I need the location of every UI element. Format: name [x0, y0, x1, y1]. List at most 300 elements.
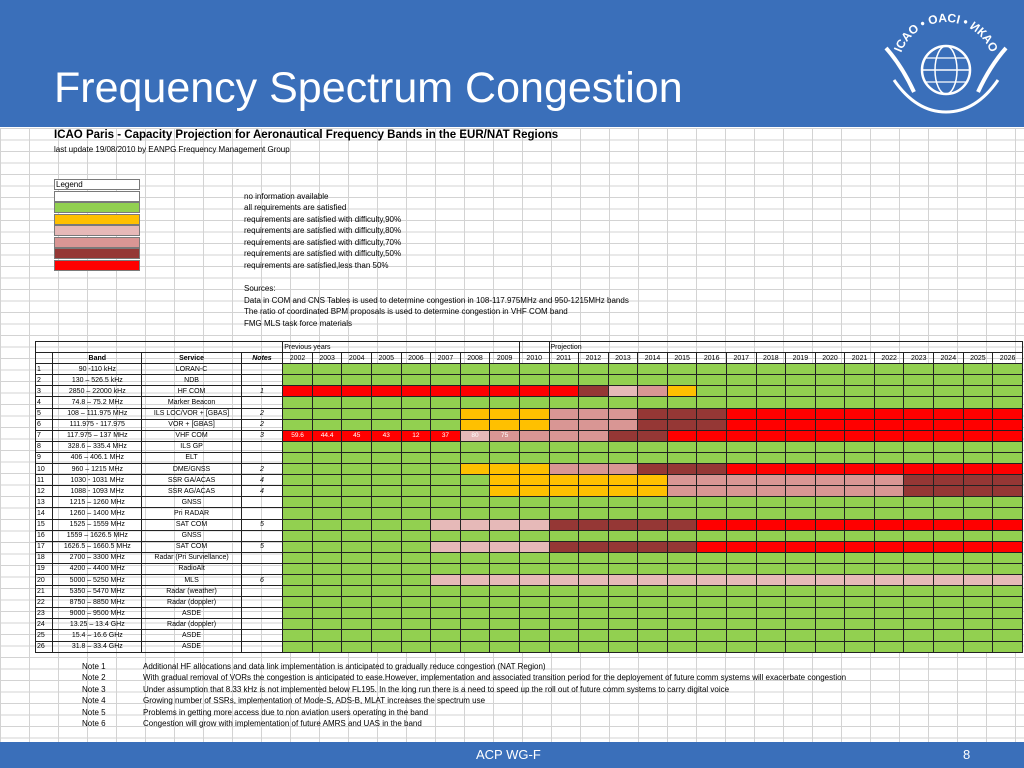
status-cell [608, 574, 638, 585]
spreadsheet [0, 128, 1024, 742]
note-text: Problems in getting more access due to non aviation users operating in the band [143, 707, 429, 717]
header-year: 2022 [874, 353, 904, 364]
row-note [241, 630, 283, 641]
status-cell [608, 530, 638, 541]
status-cell [342, 419, 372, 430]
row-service: HF COM [142, 386, 241, 397]
row-index: 11 [36, 475, 53, 486]
status-cell [342, 464, 372, 475]
status-cell [460, 397, 490, 408]
status-cell [845, 641, 875, 652]
table-row [36, 619, 1023, 630]
row-service: ASDE [142, 608, 241, 619]
status-cell [815, 486, 845, 497]
status-cell [401, 475, 431, 486]
status-cell: 43 [371, 430, 401, 441]
status-cell [549, 597, 579, 608]
status-cell [371, 630, 401, 641]
status-cell [638, 375, 668, 386]
status-cell [845, 419, 875, 430]
status-cell [993, 619, 1023, 630]
status-cell [963, 563, 993, 574]
status-cell [934, 530, 964, 541]
status-cell [697, 497, 727, 508]
row-index: 20 [36, 574, 53, 585]
status-cell [431, 597, 461, 608]
row-index: 8 [36, 441, 53, 452]
table-row [36, 552, 1023, 563]
status-cell [608, 486, 638, 497]
table-row [36, 608, 1023, 619]
status-cell [519, 364, 549, 375]
status-cell [993, 386, 1023, 397]
status-cell [963, 386, 993, 397]
status-cell [667, 452, 697, 463]
status-cell [697, 508, 727, 519]
status-cell [845, 519, 875, 530]
status-cell [519, 619, 549, 630]
status-cell [815, 586, 845, 597]
status-cell [312, 574, 342, 585]
status-cell [431, 530, 461, 541]
status-cell [845, 408, 875, 419]
row-index: 16 [36, 530, 53, 541]
status-cell [993, 408, 1023, 419]
row-band: 960 – 1215 MHz [53, 464, 142, 475]
row-band: 111.975 - 117.975 [53, 419, 142, 430]
row-index: 13 [36, 497, 53, 508]
status-cell [963, 430, 993, 441]
status-cell [638, 541, 668, 552]
status-cell [579, 530, 609, 541]
status-cell [638, 630, 668, 641]
header-year: 2024 [934, 353, 964, 364]
status-cell [460, 608, 490, 619]
status-cell [579, 364, 609, 375]
status-cell [401, 452, 431, 463]
status-cell [490, 464, 520, 475]
status-cell [519, 541, 549, 552]
status-cell [371, 619, 401, 630]
status-cell [342, 441, 372, 452]
status-cell [431, 397, 461, 408]
status-cell [490, 375, 520, 386]
row-band: 1559 – 1626.5 MHz [53, 530, 142, 541]
status-cell [904, 508, 934, 519]
status-cell [638, 608, 668, 619]
status-cell [312, 486, 342, 497]
status-cell [874, 574, 904, 585]
table-row [36, 408, 1023, 419]
status-cell [726, 375, 756, 386]
legend-title: Legend [56, 180, 83, 189]
status-cell [874, 408, 904, 419]
sources-title: Sources: [244, 284, 276, 293]
status-cell [431, 619, 461, 630]
status-cell [667, 574, 697, 585]
status-cell [963, 597, 993, 608]
status-cell [786, 530, 816, 541]
status-cell [579, 630, 609, 641]
status-cell [579, 597, 609, 608]
status-cell [815, 375, 845, 386]
status-cell [904, 597, 934, 608]
status-cell [815, 619, 845, 630]
status-cell [786, 430, 816, 441]
row-service: Radar (weather) [142, 586, 241, 597]
row-note [241, 508, 283, 519]
status-cell [638, 530, 668, 541]
status-cell [963, 541, 993, 552]
table-row [36, 375, 1023, 386]
status-cell [667, 597, 697, 608]
status-cell [638, 619, 668, 630]
row-band: 130 – 526.5 kHz [53, 375, 142, 386]
status-cell [934, 475, 964, 486]
row-service: Pri RADAR [142, 508, 241, 519]
table-row [36, 441, 1023, 452]
status-cell [815, 397, 845, 408]
header-service: Service [142, 353, 241, 364]
status-cell [460, 586, 490, 597]
table-row [36, 641, 1023, 652]
status-cell [371, 364, 401, 375]
row-note: 2 [241, 408, 283, 419]
status-cell [519, 397, 549, 408]
status-cell [638, 452, 668, 463]
status-cell [401, 486, 431, 497]
status-cell [342, 597, 372, 608]
status-cell [549, 574, 579, 585]
row-index: 18 [36, 552, 53, 563]
legend-label: no information available [244, 191, 329, 201]
status-cell [874, 641, 904, 652]
header-year: 2019 [786, 353, 816, 364]
status-cell [726, 364, 756, 375]
row-note: 1 [241, 386, 283, 397]
header-year: 2004 [342, 353, 372, 364]
status-cell [431, 386, 461, 397]
row-note: 4 [241, 475, 283, 486]
status-cell [697, 563, 727, 574]
status-cell [579, 464, 609, 475]
status-cell [726, 430, 756, 441]
status-cell [549, 441, 579, 452]
status-cell [283, 364, 313, 375]
status-cell [371, 508, 401, 519]
legend-swatch [54, 237, 140, 248]
status-cell [490, 364, 520, 375]
status-cell [519, 563, 549, 574]
status-cell [786, 619, 816, 630]
status-cell [283, 508, 313, 519]
status-cell [815, 386, 845, 397]
table-row [36, 574, 1023, 585]
row-service: ELT [142, 452, 241, 463]
status-cell [312, 464, 342, 475]
note-label: Note 1 [82, 661, 106, 671]
status-cell [431, 586, 461, 597]
status-cell [579, 641, 609, 652]
note-label: Note 2 [82, 673, 106, 682]
status-cell [283, 497, 313, 508]
status-cell [904, 541, 934, 552]
row-service: RadioAlt [142, 563, 241, 574]
status-cell [519, 508, 549, 519]
status-cell [726, 563, 756, 574]
status-cell [786, 475, 816, 486]
header-year: 2012 [579, 353, 609, 364]
status-cell: 45 [342, 430, 372, 441]
status-cell [874, 630, 904, 641]
status-cell [519, 475, 549, 486]
status-cell [283, 630, 313, 641]
status-cell [904, 552, 934, 563]
status-cell [874, 464, 904, 475]
status-cell [401, 397, 431, 408]
status-cell [667, 486, 697, 497]
status-cell [845, 364, 875, 375]
status-cell [697, 608, 727, 619]
status-cell [845, 586, 875, 597]
status-cell [460, 619, 490, 630]
status-cell [874, 475, 904, 486]
status-cell [431, 541, 461, 552]
status-cell [579, 397, 609, 408]
note-label: Note 3 [82, 684, 106, 694]
note-text: Additional HF allocations and data link implementation is anticipated to gradually reduce congestion (NAT Region) [143, 661, 546, 671]
status-cell [756, 519, 786, 530]
svg-text:ICAO • OACI • ИКАО [891, 11, 1001, 54]
status-cell [904, 475, 934, 486]
status-cell [786, 541, 816, 552]
table-row [36, 586, 1023, 597]
status-cell [490, 552, 520, 563]
status-cell [549, 452, 579, 463]
status-cell [371, 464, 401, 475]
status-cell [993, 475, 1023, 486]
status-cell [342, 508, 372, 519]
status-cell [312, 386, 342, 397]
status-cell [815, 464, 845, 475]
status-cell [460, 519, 490, 530]
status-cell [460, 375, 490, 386]
row-note: 4 [241, 486, 283, 497]
status-cell [608, 464, 638, 475]
status-cell [697, 364, 727, 375]
status-cell [874, 486, 904, 497]
status-cell [904, 519, 934, 530]
row-band: 74.8 – 75.2 MHz [53, 397, 142, 408]
status-cell [697, 464, 727, 475]
status-cell [697, 519, 727, 530]
table-row [36, 486, 1023, 497]
status-cell [845, 541, 875, 552]
status-cell [874, 452, 904, 463]
status-cell [934, 464, 964, 475]
row-service: VHF COM [142, 430, 241, 441]
status-cell [815, 641, 845, 652]
status-cell [638, 441, 668, 452]
status-cell [874, 530, 904, 541]
status-cell [726, 574, 756, 585]
header-year: 2020 [815, 353, 845, 364]
status-cell [934, 497, 964, 508]
status-cell [934, 419, 964, 430]
status-cell [608, 641, 638, 652]
status-cell [519, 464, 549, 475]
status-cell [756, 608, 786, 619]
status-cell [490, 408, 520, 419]
legend-swatch [54, 260, 140, 271]
status-cell [371, 408, 401, 419]
status-cell [431, 552, 461, 563]
status-cell [726, 641, 756, 652]
status-cell [490, 397, 520, 408]
status-cell [874, 364, 904, 375]
note-label: Note 6 [82, 719, 106, 728]
status-cell [667, 430, 697, 441]
group-previous-years: Previous years [283, 342, 520, 353]
header-year: 2025 [963, 353, 993, 364]
legend-swatch [54, 202, 140, 213]
status-cell [963, 375, 993, 386]
status-cell [756, 452, 786, 463]
status-cell [283, 641, 313, 652]
status-cell [993, 375, 1023, 386]
legend-label: requirements are satisfied with difficulty,80% [244, 226, 402, 235]
status-cell [845, 508, 875, 519]
status-cell [756, 375, 786, 386]
row-band: 1088 - 1093 MHz [53, 486, 142, 497]
status-cell [786, 364, 816, 375]
status-cell [283, 408, 313, 419]
row-service: Radar (doppler) [142, 597, 241, 608]
status-cell [815, 508, 845, 519]
table-row [36, 397, 1023, 408]
table-row [36, 519, 1023, 530]
status-cell [667, 619, 697, 630]
status-cell [934, 641, 964, 652]
row-note [241, 608, 283, 619]
status-cell [638, 552, 668, 563]
source-line: The ratio of coordinated BPM proposals is used to determine congestion in VHF COM band [244, 307, 568, 316]
status-cell [726, 608, 756, 619]
status-cell [845, 574, 875, 585]
status-cell [786, 597, 816, 608]
status-cell [608, 552, 638, 563]
status-cell [312, 397, 342, 408]
status-cell [638, 397, 668, 408]
status-cell [667, 552, 697, 563]
status-cell [460, 574, 490, 585]
status-cell [342, 641, 372, 652]
row-index: 24 [36, 619, 53, 630]
status-cell [549, 364, 579, 375]
status-cell [934, 375, 964, 386]
status-cell [401, 563, 431, 574]
table-row [36, 464, 1023, 475]
status-cell [993, 430, 1023, 441]
status-cell [549, 619, 579, 630]
status-cell [401, 408, 431, 419]
status-cell [342, 397, 372, 408]
status-cell [874, 386, 904, 397]
status-cell [312, 475, 342, 486]
status-cell [904, 452, 934, 463]
status-cell [460, 597, 490, 608]
status-cell [815, 419, 845, 430]
row-note [241, 364, 283, 375]
status-cell [934, 608, 964, 619]
status-cell [283, 530, 313, 541]
status-cell [904, 530, 934, 541]
status-cell [638, 641, 668, 652]
status-cell [519, 641, 549, 652]
status-cell [786, 375, 816, 386]
status-cell [342, 619, 372, 630]
status-cell [401, 419, 431, 430]
status-cell [638, 419, 668, 430]
status-cell [934, 397, 964, 408]
status-cell [490, 608, 520, 619]
status-cell [845, 464, 875, 475]
status-cell [726, 597, 756, 608]
header-year: 2003 [312, 353, 342, 364]
status-cell [519, 430, 549, 441]
status-cell [963, 397, 993, 408]
status-cell [431, 441, 461, 452]
status-cell [667, 441, 697, 452]
status-cell [519, 597, 549, 608]
status-cell [638, 486, 668, 497]
status-cell [963, 408, 993, 419]
status-cell [786, 608, 816, 619]
status-cell [786, 464, 816, 475]
status-cell [490, 419, 520, 430]
status-cell [312, 552, 342, 563]
status-cell [490, 508, 520, 519]
status-cell [786, 552, 816, 563]
status-cell [371, 563, 401, 574]
status-cell [371, 419, 401, 430]
status-cell: 80 [460, 430, 490, 441]
row-note [241, 597, 283, 608]
status-cell [490, 386, 520, 397]
status-cell [312, 586, 342, 597]
status-cell [845, 475, 875, 486]
status-cell [756, 619, 786, 630]
status-cell [786, 386, 816, 397]
row-service: SAT COM [142, 519, 241, 530]
status-cell [401, 497, 431, 508]
status-cell [934, 486, 964, 497]
status-cell [845, 552, 875, 563]
status-cell [490, 630, 520, 641]
status-cell [815, 530, 845, 541]
legend-swatch [54, 214, 140, 225]
status-cell [874, 508, 904, 519]
legend-label: requirements are satisfied,less than 50% [244, 260, 389, 270]
status-cell [460, 541, 490, 552]
row-service: VOR + [GBAS] [142, 419, 241, 430]
status-cell [608, 586, 638, 597]
status-cell [519, 574, 549, 585]
status-cell [786, 408, 816, 419]
status-cell [904, 419, 934, 430]
status-cell [431, 574, 461, 585]
status-cell [786, 419, 816, 430]
